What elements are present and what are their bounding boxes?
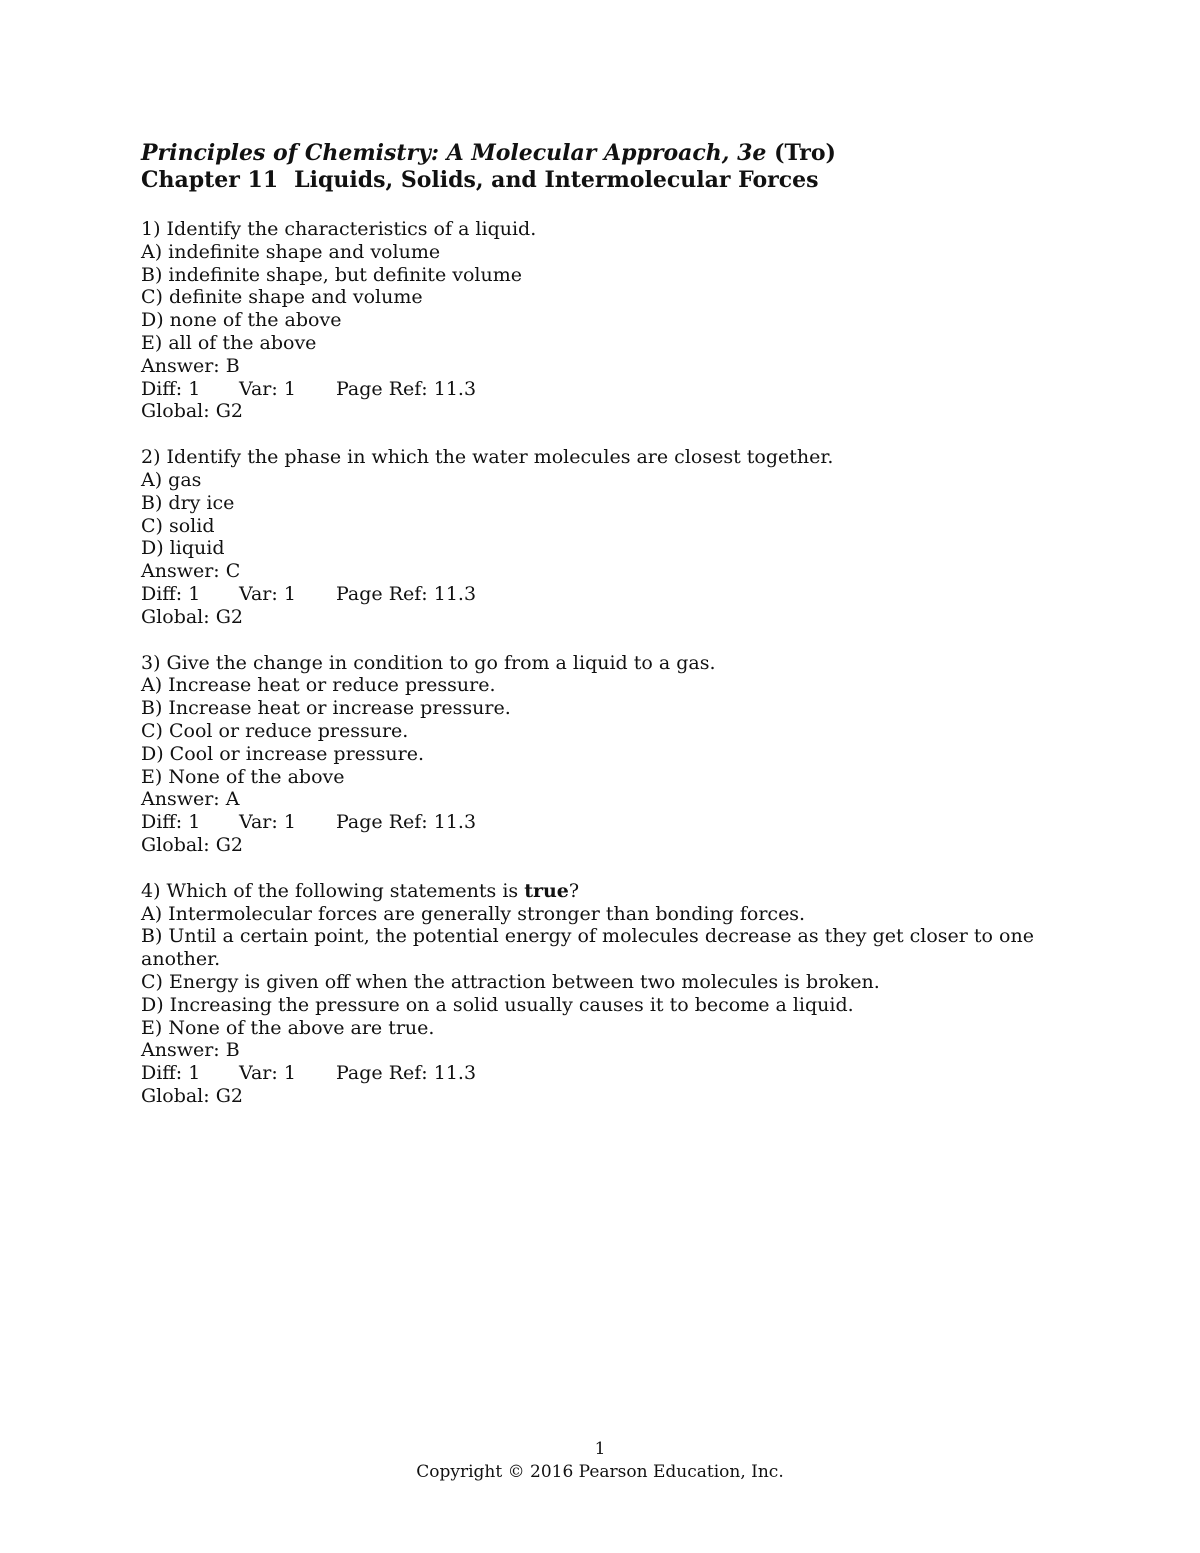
question-2 [141, 446, 1041, 628]
copyright-notice: Copyright © 2016 Pearson Education, Inc. [416, 1462, 784, 1482]
difficulty: Diff: 1 [141, 811, 201, 834]
page-ref: Page Ref: 11.3 [336, 582, 477, 605]
option-a: A) Increase heat or reduce pressure. [141, 674, 496, 697]
stem-suffix: ? [568, 879, 580, 902]
question-meta [141, 1062, 1041, 1085]
global-tag: Global: G2 [141, 833, 243, 856]
option-c: C) definite shape and volume [141, 286, 423, 309]
answer: Answer: B [141, 354, 240, 377]
option-c: C) Energy is given off when the attraction between two molecules is broken. [141, 970, 880, 993]
document-body [141, 140, 1041, 1108]
option-b: B) dry ice [141, 491, 235, 514]
global-tag: Global: G2 [141, 400, 243, 423]
answer: Answer: A [141, 788, 240, 811]
variant: Var: 1 [239, 811, 296, 834]
question-stem [141, 880, 1041, 903]
book-author: (Tro) [774, 140, 836, 166]
chapter-heading [141, 167, 1041, 194]
question-stem: 3) Give the change in condition to go from a liquid to a gas. [141, 651, 716, 674]
question-stem: 1) Identify the characteristics of a liquid. [141, 218, 537, 240]
chapter-label: Chapter 11 [141, 167, 279, 193]
question-meta [141, 811, 1041, 834]
chapter-title: Liquids, Solids, and Intermolecular Forces [294, 167, 819, 193]
difficulty: Diff: 1 [141, 1062, 201, 1085]
book-title [141, 140, 1041, 167]
option-b: B) indefinite shape, but definite volume [141, 263, 522, 286]
answer: Answer: C [141, 560, 241, 583]
variant: Var: 1 [239, 1062, 296, 1085]
page-number: 1 [594, 1439, 606, 1459]
page-ref: Page Ref: 11.3 [336, 1062, 477, 1085]
option-a: A) indefinite shape and volume [141, 240, 441, 263]
difficulty: Diff: 1 [141, 377, 201, 400]
question-3 [141, 652, 1041, 857]
page-ref: Page Ref: 11.3 [336, 811, 477, 834]
option-d: D) none of the above [141, 309, 342, 332]
question-meta [141, 378, 1041, 401]
option-c: C) Cool or reduce pressure. [141, 719, 409, 742]
difficulty: Diff: 1 [141, 582, 201, 605]
option-d: D) liquid [141, 537, 225, 560]
option-a: A) gas [141, 468, 202, 491]
option-b: B) Increase heat or increase pressure. [141, 697, 511, 720]
global-tag: Global: G2 [141, 605, 243, 628]
global-tag: Global: G2 [141, 1084, 243, 1107]
question-4 [141, 880, 1041, 1108]
option-c: C) solid [141, 514, 215, 537]
question-1 [141, 218, 1041, 423]
page-ref: Page Ref: 11.3 [336, 377, 477, 400]
variant: Var: 1 [239, 377, 296, 400]
stem-prefix: 4) Which of the following statements is [141, 879, 525, 902]
question-meta [141, 583, 1041, 606]
option-b: B) Until a certain point, the potential energy of molecules decrease as they get closer to one another. [141, 925, 1034, 971]
answer: Answer: B [141, 1039, 240, 1062]
option-e: E) None of the above are true. [141, 1016, 435, 1039]
book-title-italic: Principles of Chemistry: A Molecular Approach, 3e [141, 140, 767, 166]
option-a: A) Intermolecular forces are generally stronger than bonding forces. [141, 902, 806, 925]
option-d: D) Increasing the pressure on a solid usually causes it to become a liquid. [141, 993, 854, 1016]
option-e: E) None of the above [141, 765, 345, 788]
variant: Var: 1 [239, 582, 296, 605]
option-e: E) all of the above [141, 331, 317, 354]
stem-emphasis: true [524, 879, 569, 902]
option-d: D) Cool or increase pressure. [141, 742, 425, 765]
question-stem: 2) Identify the phase in which the water molecules are closest together. [141, 446, 834, 469]
